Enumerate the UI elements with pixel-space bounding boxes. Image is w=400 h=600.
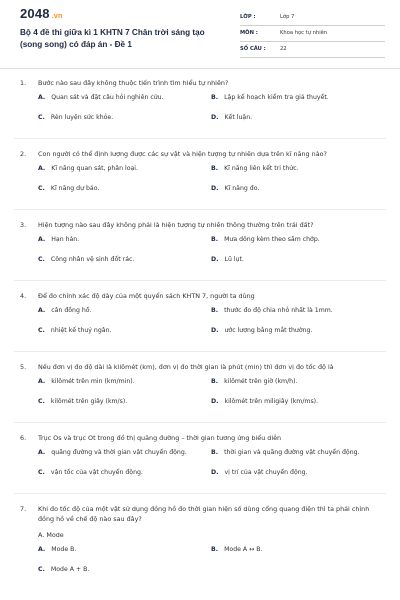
option-letter: B. (211, 449, 219, 456)
options-row (0, 108, 400, 128)
question-text (0, 220, 400, 230)
option-a[interactable] (38, 546, 76, 553)
option-c[interactable] (38, 185, 99, 192)
option-a[interactable] (38, 307, 92, 314)
option-text: Quan sát và đặt câu hỏi nghiên cứu. (51, 94, 164, 101)
option-text: nhiệt kế thuỷ ngân. (50, 327, 112, 334)
question-extra: A. Mode (38, 531, 64, 539)
option-letter: A. (38, 94, 46, 101)
option-text: thời gian và quãng đường vật chuyển động. (224, 449, 360, 456)
option-a[interactable] (38, 449, 187, 456)
question-text (0, 78, 400, 88)
options-row (0, 250, 400, 270)
logo-suffix: .vn (51, 13, 63, 20)
option-letter: C. (38, 566, 45, 573)
option-letter: A. (38, 546, 46, 553)
question-stem: Con người có thể định lượng được các sự vật và hiện tượng tự nhiên dựa trên kĩ năng nào? (38, 150, 327, 158)
option-letter: D. (211, 327, 219, 334)
option-c[interactable] (38, 469, 143, 476)
option-a[interactable] (38, 236, 79, 243)
option-letter: B. (211, 546, 219, 553)
question-text (0, 362, 400, 372)
meta-label: LỚP : (240, 14, 256, 20)
option-text: Kĩ năng liên kết tri thức. (224, 165, 299, 172)
options-row (0, 443, 400, 463)
meta-row-count (240, 44, 385, 58)
option-d[interactable] (211, 114, 252, 121)
option-d[interactable] (211, 327, 312, 334)
meta-row-class (240, 12, 385, 26)
option-c[interactable] (38, 114, 113, 121)
question-number: 5. (20, 363, 27, 371)
option-letter: B. (211, 307, 219, 314)
option-b[interactable] (211, 94, 329, 101)
option-c[interactable] (38, 398, 127, 405)
option-letter: D. (211, 185, 219, 192)
question-divider (14, 351, 386, 352)
option-text: kilômét trên min (km/min). (51, 378, 135, 385)
header-divider (0, 68, 400, 69)
page-title: Bộ 4 đề thi giữa kì 1 KHTN 7 Chân trời sáng tạo (song song) có đáp án - Đề 1 (20, 28, 205, 49)
option-text: Kết luận. (224, 114, 253, 121)
option-text: kilômét trên miligiây (km/ms). (224, 398, 319, 405)
option-text: Rèn luyện sức khỏe. (50, 114, 114, 121)
option-letter: A. (38, 236, 46, 243)
option-text: Lũ lụt. (224, 256, 244, 263)
option-letter: D. (211, 398, 219, 405)
options-row (0, 560, 400, 580)
option-letter: C. (38, 398, 45, 405)
option-text: Kĩ năng đo. (224, 185, 260, 192)
question-5 (0, 362, 400, 423)
option-text: Hạn hán. (51, 236, 80, 243)
question-list (0, 74, 400, 580)
question-stem: Để đo chính xác độ dày của một quyển sách KHTN 7, người ta dùng (38, 292, 255, 300)
question-stem: Nếu đơn vị đo độ dài là kilômét (km), đơn vị đo thời gian là phút (min) thì đơn vị đo tốc độ là (38, 363, 334, 371)
option-text: ước lượng bằng mắt thường. (224, 327, 313, 334)
options-row (0, 230, 400, 250)
option-d[interactable] (211, 185, 259, 192)
option-text: kilômét trên giây (km/s). (50, 398, 128, 405)
option-text: Lập kế hoạch kiểm tra giả thuyết. (224, 94, 329, 101)
option-letter: C. (38, 185, 45, 192)
option-c[interactable] (38, 256, 134, 263)
options-row (0, 88, 400, 108)
option-text: Mode A + B. (50, 566, 90, 573)
options-row (0, 540, 400, 560)
meta-label: MÔN : (240, 30, 258, 36)
question-7 (0, 504, 400, 580)
question-3 (0, 220, 400, 281)
option-a[interactable] (38, 165, 138, 172)
option-letter: D. (211, 469, 219, 476)
meta-label: SỐ CÂU : (240, 46, 266, 52)
option-text: Kĩ năng quan sát, phân loại. (51, 165, 138, 172)
option-b[interactable] (211, 449, 360, 456)
option-b[interactable] (211, 546, 262, 553)
question-number: 6. (20, 434, 27, 442)
question-1 (0, 78, 400, 139)
option-text: vị trí của vật chuyển động. (224, 469, 308, 476)
option-letter: A. (38, 165, 46, 172)
question-divider (14, 280, 386, 281)
option-a[interactable] (38, 378, 135, 385)
question-divider (14, 138, 386, 139)
question-stem: Khi đo tốc độ của một vật sử dụng đồng hồ đo thời gian hiện số dùng cổng quang điện thì ta phải chỉnh đồng hồ về chế độ nào sau đây? (38, 505, 370, 523)
question-number: 3. (20, 221, 27, 229)
option-d[interactable] (211, 469, 308, 476)
option-b[interactable] (211, 236, 320, 243)
option-text: thước đo độ chia nhỏ nhất là 1mm. (224, 307, 333, 314)
meta-value: 22 (280, 46, 287, 52)
options-row (0, 179, 400, 199)
option-text: Mode B. (51, 546, 77, 553)
option-text: Mưa dông kèm theo sấm chớp. (224, 236, 320, 243)
option-letter: A. (38, 378, 46, 385)
question-divider (14, 493, 386, 494)
question-stem: Bước nào sau đây không thuộc tiến trình tìm hiểu tự nhiên? (38, 79, 229, 87)
options-row (0, 463, 400, 483)
option-letter: C. (38, 327, 45, 334)
option-text: Công nhân vệ sinh đốt rác. (50, 256, 135, 263)
question-4 (0, 291, 400, 352)
option-letter: B. (211, 378, 219, 385)
option-d[interactable] (211, 398, 318, 405)
meta-value: Khoa học tự nhiên (280, 30, 328, 36)
option-text: quãng đường và thời gian vật chuyển động. (51, 449, 187, 456)
question-number: 4. (20, 292, 27, 300)
option-letter: A. (38, 307, 46, 314)
option-letter: D. (211, 256, 219, 263)
option-b[interactable] (211, 307, 333, 314)
option-letter: C. (38, 469, 45, 476)
question-stem: Hiện tượng nào sau đây không phải là hiện tượng tự nhiên thông thường trên trái đất? (38, 221, 314, 229)
option-c[interactable] (38, 566, 89, 573)
options-row (0, 301, 400, 321)
options-row (0, 372, 400, 392)
option-letter: D. (211, 114, 219, 121)
option-b[interactable] (211, 378, 297, 385)
option-b[interactable] (211, 165, 299, 172)
question-number: 2. (20, 150, 27, 158)
meta-row-subject (240, 28, 385, 42)
question-text (0, 149, 400, 159)
question-divider (14, 209, 386, 210)
question-stem: Trục Os và trục Ot trong đồ thị quãng đường – thời gian tương ứng biểu diễn (38, 434, 282, 442)
question-number: 1. (20, 79, 27, 87)
meta-value: Lớp 7 (280, 14, 295, 20)
question-text (0, 504, 400, 524)
option-text: Mode A ↔ B. (224, 546, 263, 553)
document-header (0, 0, 400, 62)
option-text: cân đồng hồ. (51, 307, 92, 314)
options-row (0, 159, 400, 179)
meta-panel (240, 12, 385, 60)
option-letter: B. (211, 165, 219, 172)
question-6 (0, 433, 400, 494)
question-number: 7. (20, 505, 27, 513)
option-text: Kĩ năng dự báo. (50, 185, 100, 192)
option-d[interactable] (211, 256, 244, 263)
option-letter: C. (38, 114, 45, 121)
question-divider (14, 422, 386, 423)
options-row (0, 321, 400, 341)
logo-text: 2048 (20, 6, 50, 21)
option-a[interactable] (38, 94, 164, 101)
option-c[interactable] (38, 327, 111, 334)
options-row (0, 392, 400, 412)
question-text (0, 433, 400, 443)
question-text (0, 291, 400, 301)
site-logo[interactable] (20, 6, 62, 21)
option-letter: B. (211, 236, 219, 243)
option-text: kilômét trên giờ (km/h). (224, 378, 298, 385)
question-2 (0, 149, 400, 210)
option-text: vận tốc của vật chuyển động. (50, 469, 143, 476)
option-letter: B. (211, 94, 219, 101)
option-letter: A. (38, 449, 46, 456)
option-letter: C. (38, 256, 45, 263)
